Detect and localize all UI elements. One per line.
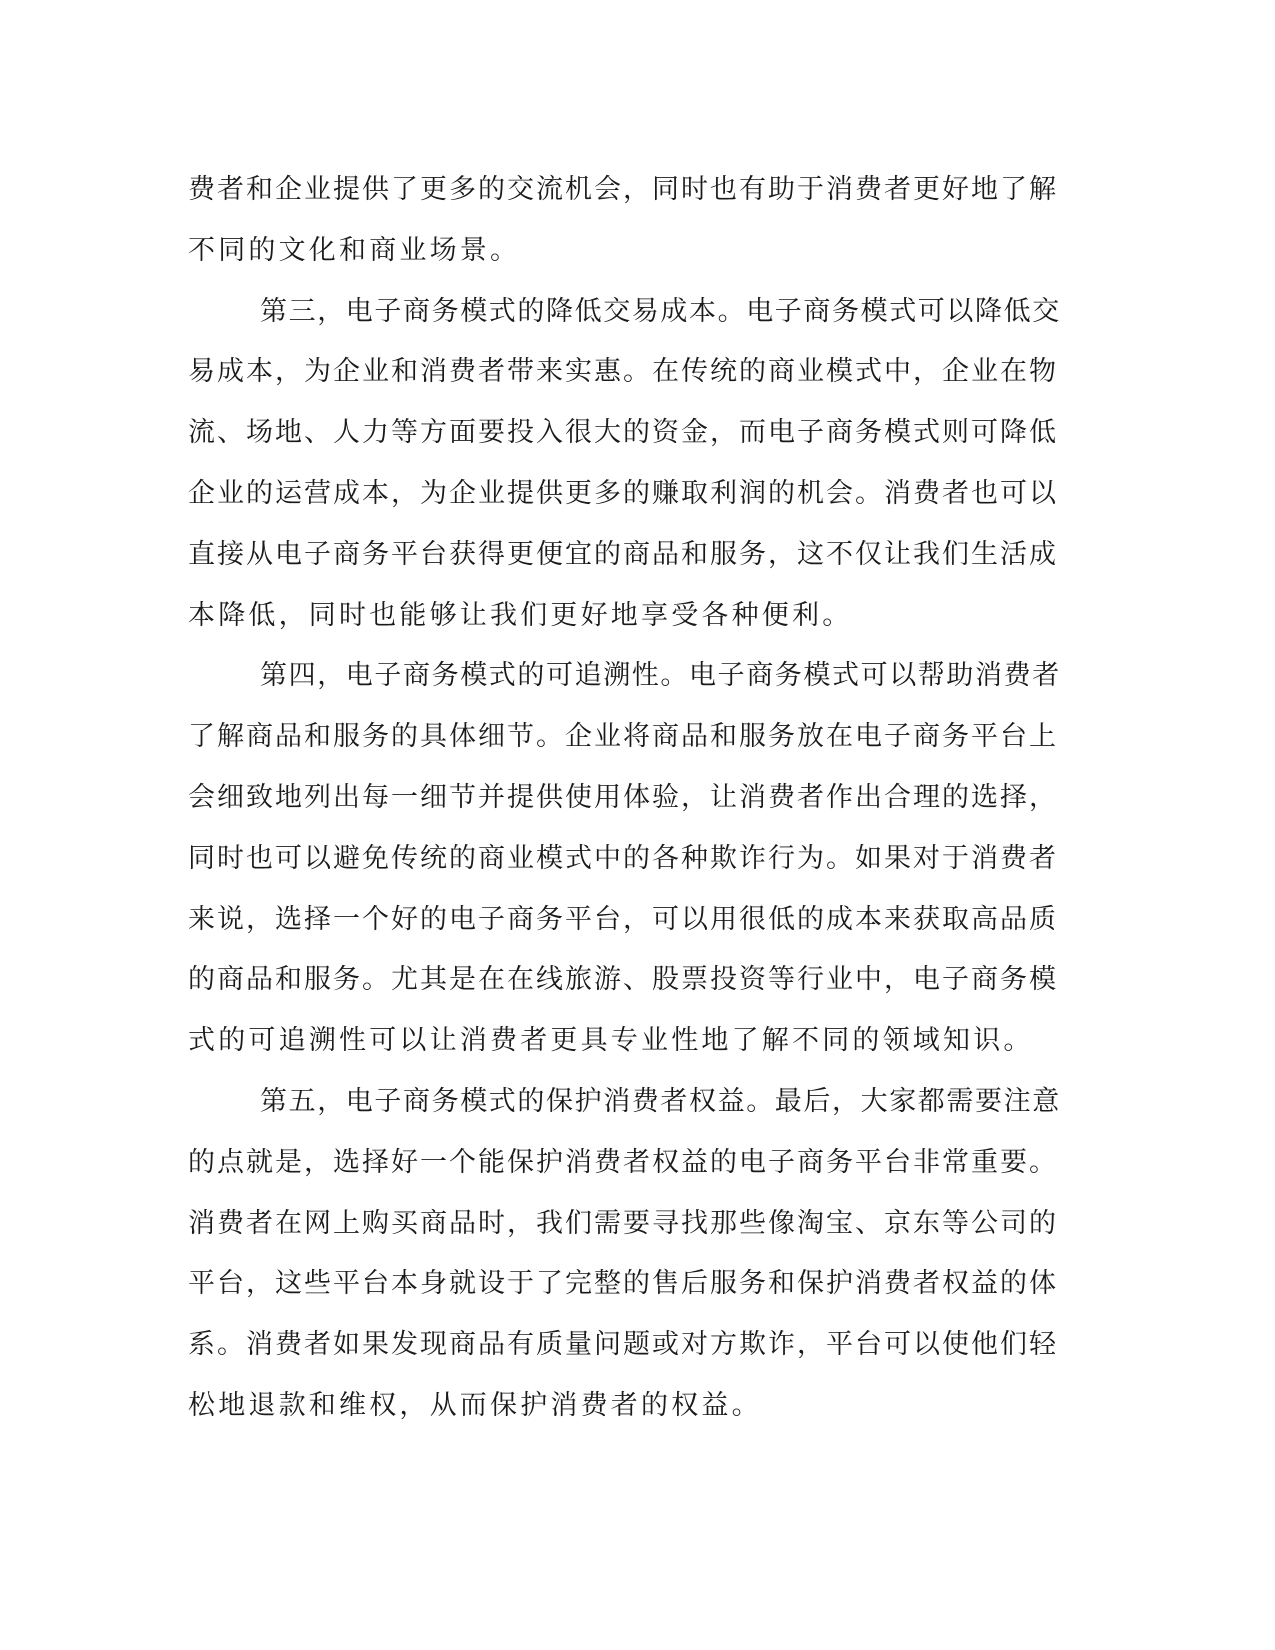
text-line: 系。消费者如果发现商品有质量问题或对方欺诈，平台可以使他们轻 (188, 1329, 1058, 1361)
paragraph-start-line: 第三，电子商务模式的降低交易成本。电子商务模式可以降低交 (260, 295, 1061, 327)
text-line: 的商品和服务。尤其是在在线旅游、股票投资等行业中，电子商务模 (188, 964, 1058, 996)
paragraph-start-line: 第四，电子商务模式的可追溯性。电子商务模式可以帮助消费者 (260, 660, 1061, 692)
text-line: 了解商品和服务的具体细节。企业将商品和服务放在电子商务平台上 (188, 721, 1058, 753)
body-text (188, 160, 1068, 1437)
paragraph-start-line: 第五，电子商务模式的保护消费者权益。最后，大家都需要注意 (260, 1085, 1061, 1117)
text-line: 的点就是，选择好一个能保护消费者权益的电子商务平台非常重要。 (188, 1146, 1058, 1178)
text-line: 会细致地列出每一细节并提供使用体验，让消费者作出合理的选择， (188, 781, 1058, 813)
text-line: 松地退款和维权，从而保护消费者的权益。 (188, 1389, 762, 1421)
text-line: 直接从电子商务平台获得更便宜的商品和服务，这不仅让我们生活成 (188, 538, 1058, 570)
text-line: 来说，选择一个好的电子商务平台，可以用很低的成本来获取高品质 (188, 903, 1058, 935)
text-line: 不同的文化和商业场景。 (188, 234, 521, 266)
text-line: 消费者在网上购买商品时，我们需要寻找那些像淘宝、京东等公司的 (188, 1207, 1058, 1239)
text-line: 企业的运营成本，为企业提供更多的赚取利润的机会。消费者也可以 (188, 477, 1058, 509)
text-line: 平台，这些平台本身就设于了完整的售后服务和保护消费者权益的体 (188, 1268, 1058, 1300)
text-line: 费者和企业提供了更多的交流机会，同时也有助于消费者更好地了解 (188, 174, 1058, 205)
text-line: 本降低，同时也能够让我们更好地享受各种便利。 (188, 599, 853, 631)
text-line: 易成本，为企业和消费者带来实惠。在传统的商业模式中，企业在物 (188, 356, 1058, 388)
text-line: 流、场地、人力等方面要投入很大的资金，而电子商务模式则可降低 (188, 417, 1058, 449)
text-line: 式的可追溯性可以让消费者更具专业性地了解不同的领域知识。 (188, 1025, 1034, 1057)
text-line: 同时也可以避免传统的商业模式中的各种欺诈行为。如果对于消费者 (188, 842, 1058, 874)
